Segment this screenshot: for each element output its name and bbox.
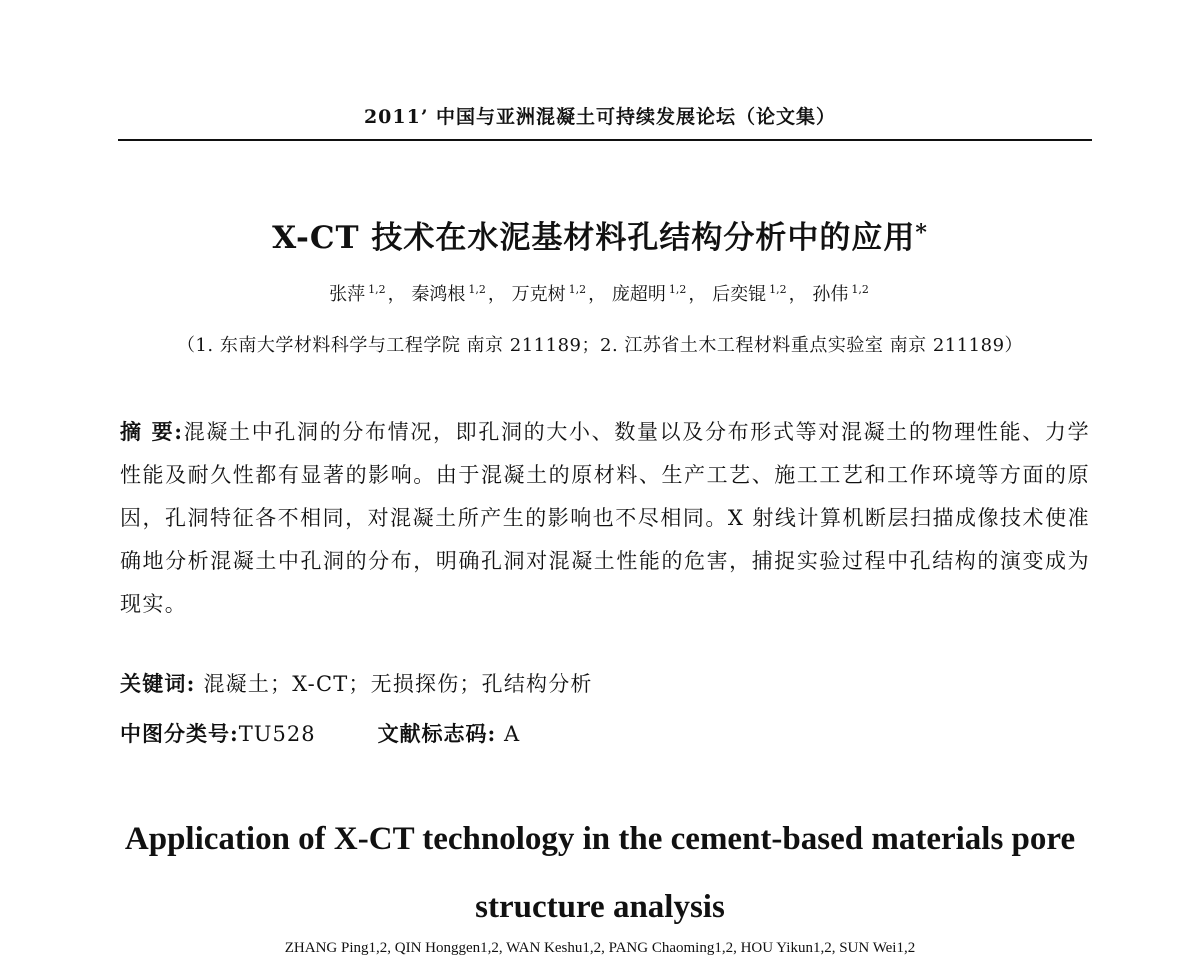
author-separator: ，: [788, 284, 807, 305]
keywords-text: 混凝土；X-CT；无损探伤；孔结构分析: [203, 672, 593, 696]
english-author-list: ZHANG Ping1,2, QIN Honggen1,2, WAN Keshu1,2, PANG Chaoming1,2, HOU Yikun1,2, SUN Wei1,2: [284, 940, 916, 956]
running-header: 2011’ 中国与亚洲混凝土可持续发展论坛（论文集）: [363, 106, 837, 128]
english-title-line1: Application of X-CT technology in the cement-based materials pore: [124, 821, 1076, 857]
keywords-label: 关键词:: [120, 671, 196, 696]
author-name: 孙伟: [812, 284, 849, 305]
clc-value: TU528: [238, 722, 316, 746]
chinese-title-text: X-CT 技术在水泥基材料孔结构分析中的应用: [272, 220, 916, 256]
author-affiliation: 1,2: [769, 283, 787, 296]
author-list: [0, 280, 1200, 306]
author-affiliation: 1,2: [468, 283, 486, 296]
doc-code-value: A: [504, 722, 521, 746]
chinese-title: [0, 212, 1200, 257]
author-name: 后奕锟: [712, 284, 767, 305]
author-name: 庞超明: [611, 284, 666, 305]
author-name: 万克树: [511, 284, 566, 305]
affiliations: （1. 东南大学材料科学与工程学院 南京 211189；2. 江苏省土木工程材料重点实验室 南京 211189）: [176, 335, 1024, 356]
header-rule: [118, 139, 1092, 141]
abstract-text: 混凝土中孔洞的分布情况，即孔洞的大小、数量以及分布形式等对混凝土的物理性能、力学性能及耐久性都有显著的影响。由于混凝土的原材料、生产工艺、施工工艺和工作环境等方面的原因，孔洞特征各不相同，对混凝土所产生的影响也不尽相同。X 射线计算机断层扫描成像技术使准确地分析混凝土中孔洞的分布，明确孔洞对混凝土性能的危害，捕捉实验过程中孔结构的演变成为现实。: [120, 420, 1090, 616]
title-footnote-mark: *: [915, 220, 928, 246]
author-separator: ，: [588, 284, 607, 305]
classification-line: [120, 718, 520, 748]
author-affiliation: 1,2: [851, 283, 869, 296]
author-affiliation: 1,2: [668, 283, 687, 296]
author-name: 秦鸿根: [411, 284, 466, 305]
english-title: [0, 805, 1200, 941]
english-title-line2: structure analysis: [475, 889, 725, 925]
doc-code-label: 文献标志码:: [377, 721, 497, 746]
author-name: 张萍: [329, 284, 366, 305]
clc-label: 中图分类号:: [120, 721, 239, 746]
author-separator: ，: [487, 284, 506, 305]
author-separator: ，: [387, 284, 406, 305]
author-affiliation: 1,2: [568, 283, 587, 296]
author-affiliation: 1,2: [368, 283, 386, 296]
author-separator: ，: [688, 284, 707, 305]
keywords: [120, 668, 593, 698]
abstract: [120, 410, 1090, 626]
abstract-label: 摘 要:: [120, 419, 184, 444]
